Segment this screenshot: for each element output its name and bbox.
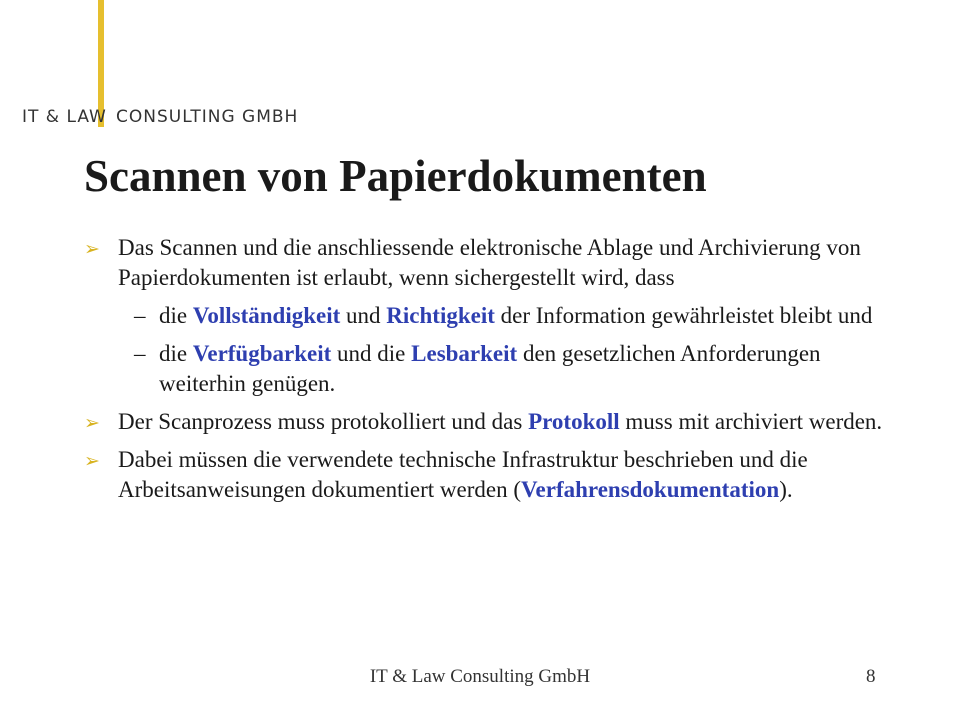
arrow-bullet-icon: ➢ (84, 412, 100, 434)
highlight-term: Verfahrensdokumentation (521, 477, 780, 502)
highlight-term: Richtigkeit (386, 303, 495, 328)
sub-bullet-2 (84, 339, 884, 399)
sub-text: den gesetzlichen Anforderungen weiterhin genügen. (159, 341, 821, 396)
bullet-text: muss mit archiviert werden. (619, 409, 883, 434)
highlight-term: Protokoll (528, 409, 620, 434)
sub-text: und (340, 303, 387, 328)
dash-marker: – (134, 341, 146, 366)
bullet-1 (84, 233, 884, 293)
highlight-term: Verfügbarkeit (192, 341, 332, 366)
bullet-3 (84, 445, 884, 505)
sub-text: und die (331, 341, 412, 366)
footer-company: IT & Law Consulting GmbH (369, 666, 591, 687)
bullet-text: ). (779, 477, 793, 502)
bullet-text: Dabei müssen die verwendete technische Infrastruktur beschrieben und die Arbeitsanweisungen dokumentiert werden ( (118, 447, 808, 502)
sub-text: die (159, 341, 193, 366)
sub-bullet-1 (84, 301, 884, 331)
arrow-bullet-icon: ➢ (84, 238, 100, 260)
dash-marker: – (134, 303, 146, 328)
page-number: 8 (866, 666, 876, 687)
logo-text-left: IT & LAW (22, 107, 107, 127)
slide-content (84, 233, 884, 505)
bullet-text: Das Scannen und die anschliessende elektronische Ablage und Archivierung von Papierdokumenten ist erlaubt, wenn sichergestellt wird, dass (118, 235, 861, 290)
logo-text-right: CONSULTING GMBH (116, 107, 299, 127)
bullet-2 (84, 407, 884, 437)
sub-text: die (159, 303, 193, 328)
highlight-term: Lesbarkeit (411, 341, 518, 366)
bullet-text: Der Scanprozess muss protokolliert und das (118, 409, 529, 434)
slide-title: Scannen von Papierdokumenten (84, 151, 707, 201)
arrow-bullet-icon: ➢ (84, 450, 100, 472)
highlight-term: Vollständigkeit (192, 303, 341, 328)
sub-text: der Information gewährleistet bleibt und (494, 303, 873, 328)
